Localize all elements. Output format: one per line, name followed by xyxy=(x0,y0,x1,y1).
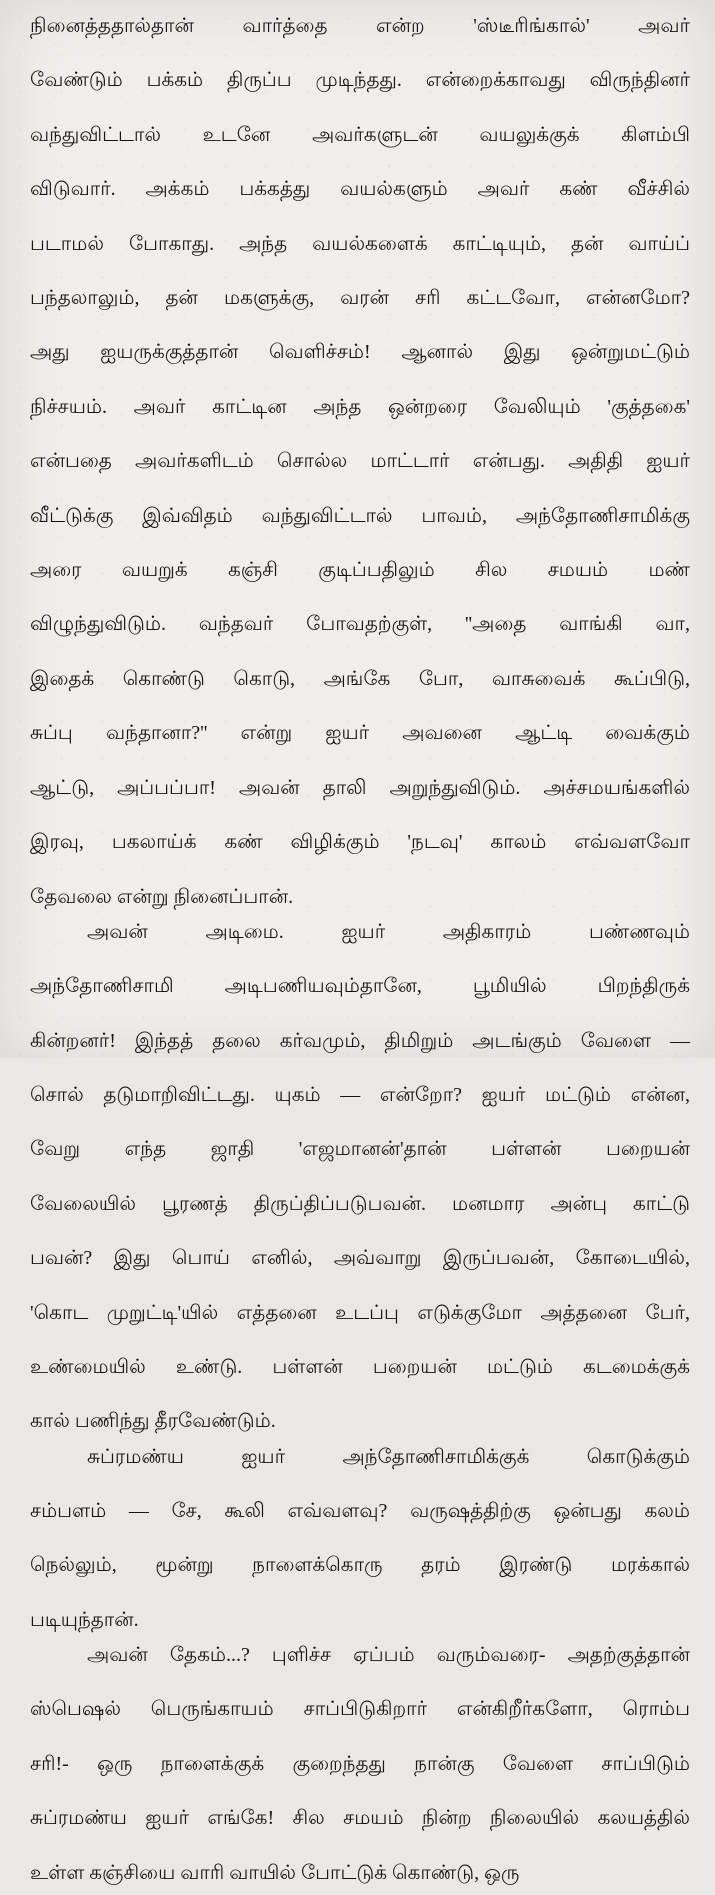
text-line: நிச்சயம். அவர் காட்டின அந்த ஒன்றரை வேலியும் 'குத்தகை' xyxy=(30,395,690,418)
text-line: கால் பணிந்து தீரவேண்டும். xyxy=(30,1410,276,1433)
text-line: வேறு எந்த ஜாதி 'எஜமானன்'தான் பள்ளன் பறையன் xyxy=(30,1138,690,1161)
text-line: அவன் தேகம்...? புளிச்ச ஏப்பம் வரும்வரை- அதற்குத்தான் xyxy=(87,1643,690,1666)
text-line: 'கொட முறுட்டி'யில் எத்தனை உடப்பு எடுக்குமோ அத்தனை பேர், xyxy=(30,1301,690,1324)
text-line: உள்ள கஞ்சியை வாரி வாயில் போட்டுக் கொண்டு, ஒரு xyxy=(30,1861,520,1884)
text-line: ஸ்பெஷல் பெருங்காயம் சாப்பிடுகிறார் என்கிறீர்களோ, ரொம்ப xyxy=(30,1698,690,1721)
text-line: அந்தோணிசாமி அடிபணியவும்தானே, பூமியில் பிறந்திருக் xyxy=(30,975,690,998)
paragraph-1 xyxy=(30,13,690,911)
text-line: படாமல் போகாது. அந்த வயல்களைக் காட்டியும், தன் வாய்ப் xyxy=(30,232,690,255)
text-line: சுப்ரமண்ய ஐயர் அந்தோணிசாமிக்குக் கொடுக்கும் xyxy=(87,1445,690,1468)
text-line: சரி!- ஒரு நாளைக்குக் குறைந்தது நான்கு வேளை சாப்பிடும் xyxy=(30,1752,690,1775)
text-line: படியுந்தான். xyxy=(30,1608,139,1631)
text-block xyxy=(30,13,690,1895)
text-line: கின்றனர்! இந்தத் தலை கர்வமும், திமிறும் அடங்கும் வேளை — xyxy=(30,1029,690,1052)
text-line: நெல்லும், மூன்று நாளைக்கொரு தரம் இரண்டு மரக்கால் xyxy=(30,1554,690,1577)
text-line: அது ஐயருக்குத்தான் வெளிச்சம்! ஆனால் இது ஒன்றுமட்டும் xyxy=(30,341,690,364)
text-line: வேண்டும் பக்கம் திருப்ப முடிந்தது. என்றைக்காவது விருந்தினர் xyxy=(30,69,690,92)
text-line: சுப்ரமண்ய ஐயர் எங்கே! சில சமயம் நின்ற நிலையில் கலயத்தில் xyxy=(30,1807,690,1830)
text-line: வந்துவிட்டால் உடனே அவர்களுடன் வயலுக்குக் கிளம்பி xyxy=(30,123,690,146)
text-line: விடுவார். அக்கம் பக்கத்து வயல்களும் அவர் கண் வீச்சில் xyxy=(30,178,690,201)
text-line: வீட்டுக்கு இவ்விதம் வந்துவிட்டால் பாவம், அந்தோணிசாமிக்கு xyxy=(30,504,690,527)
text-line: ஆட்டு, அப்பப்பா! அவன் தாலி அறுந்துவிடும். அச்சமயங்களில் xyxy=(30,776,690,799)
paragraph-3 xyxy=(30,1444,690,1634)
text-line: பந்தலாலும், தன் மகளுக்கு, வரன் சரி கட்டவோ, என்னமோ? xyxy=(30,287,690,310)
text-line: அரை வயறுக் கஞ்சி குடிப்பதிலும் சில சமயம் மண் xyxy=(30,559,690,582)
text-line: இரவு, பகலாய்க் கண் விழிக்கும் 'நடவு' காலம் எவ்வளவோ xyxy=(30,831,690,854)
text-line: என்பதை அவர்களிடம் சொல்ல மாட்டார் என்பது. அதிதி ஐயர் xyxy=(30,450,690,473)
paragraph-4 xyxy=(30,1642,690,1887)
text-line: நினைத்ததால்தான் வார்த்தை என்ற 'ஸ்டீரிங்கால்' அவர் xyxy=(30,15,690,37)
text-line: பவன்? இது பொய் எனில், அவ்வாறு இருப்பவன், கோடையில், xyxy=(30,1247,690,1270)
text-line: விழுந்துவிடும். வந்தவர் போவதற்குள், ''அதை வாங்கி வா, xyxy=(30,613,690,636)
text-line: சம்பளம் — சே, கூலி எவ்வளவு? வருஷத்திற்கு ஒன்பது கலம் xyxy=(30,1499,690,1522)
text-line: உண்மையில் உண்டு. பள்ளன் பறையன் மட்டும் கடமைக்குக் xyxy=(30,1355,690,1378)
paragraph-2 xyxy=(30,919,690,1436)
text-line: இதைக் கொண்டு கொடு, அங்கே போ, வாசுவைக் கூப்பிடு, xyxy=(30,667,690,690)
text-line: சொல் தடுமாறிவிட்டது. யுகம் — என்றோ? ஐயர் மட்டும் என்ன, xyxy=(30,1083,690,1106)
text-line: வேலையில் பூரணத் திருப்திப்படுபவன். மனமார அன்பு காட்டு xyxy=(30,1192,690,1215)
text-line: தேவலை என்று நினைப்பான். xyxy=(30,885,294,908)
text-line: சுப்பு வந்தானா?'' என்று ஐயர் அவனை ஆட்டி வைக்கும் xyxy=(30,722,690,745)
text-line: அவன் அடிமை. ஐயர் அதிகாரம் பண்ணவும் xyxy=(87,920,690,943)
